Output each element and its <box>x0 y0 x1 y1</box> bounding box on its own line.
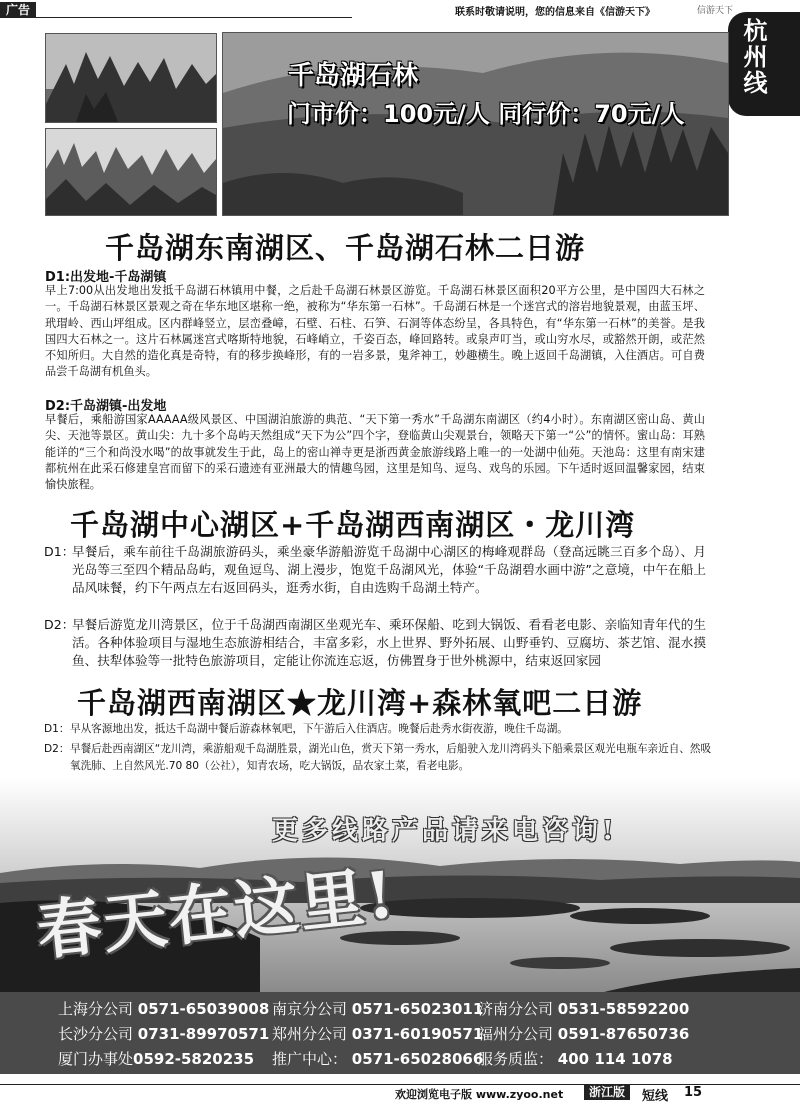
stone-forest-photo-small-bottom <box>45 128 217 216</box>
contact-phone: 0531-58592200 <box>557 1000 690 1018</box>
route2-day1-text: 早餐后，乘车前往千岛湖旅游码头，乘坐豪华游船游览千岛湖中心湖区的梅峰观群岛（登高远眺三百多个岛）、月光岛等三至四个精品岛屿，观鱼逗鸟、湖上漫步，饱览千岛湖风光，体验“千岛湖碧水画中游”之意境，中午在船上品风味餐，约下午两点左右返回码头，逛秀水街，自由选购千岛湖土特产。 <box>72 544 706 596</box>
route3-day1-text: 早从客源地出发，抵达千岛湖中餐后游森林氧吧，下午游后入住酒店。晚餐后赴秀水街夜游，晚住千岛湖。 <box>70 723 568 735</box>
route1-day2-heading: D2:千岛湖镇-出发地 <box>45 399 167 414</box>
consult-slogan: 更多线路产品请来电咨询! <box>272 816 618 846</box>
contact-label: 福州分公司 <box>478 1025 554 1043</box>
contact-phone: 0371-60190571 <box>351 1025 484 1043</box>
route2-title: 千岛湖中心湖区+千岛湖西南湖区・龙川湾 <box>70 508 636 542</box>
contact-phone: 0571-65039008 <box>137 1000 270 1018</box>
route3-day2-label: D2： <box>44 743 70 755</box>
contact-phone: 0592-5820235 <box>133 1050 255 1068</box>
contact-label: 济南分公司 <box>478 1000 554 1018</box>
contact-label: 南京分公司 <box>272 1000 348 1018</box>
contact-nanjing <box>272 998 483 1019</box>
spot-price: 门市价：100元/人 同行价：70元/人 <box>287 100 685 128</box>
header-rule <box>36 17 352 18</box>
route3-title: 千岛湖西南湖区★龙川湾+森林氧吧二日游 <box>77 686 643 720</box>
footer-tagline: 欢迎浏览电子版 www.zyoo.net <box>395 1088 564 1101</box>
contact-label: 郑州分公司 <box>272 1025 348 1043</box>
contact-jinan <box>478 998 689 1019</box>
route1-day2-text: 早餐后，乘船游国家AAAAA级风景区、中国湖泊旅游的典范、“天下第一秀水”千岛湖东南湖区（约4小时）。东南湖区密山岛、黄山尖、天池等景区。黄山尖：九十多个岛屿天然组成“天下为公”四个字，登临黄山尖观景台，领略天下第一“公”的情怀。蜜山岛：耳熟能详的“三个和尚没水喝”的故事就发生于此，岛上的密山禅寺更是浙西黄金旅游线路上唯一的一处湖中仙苑。天池岛：这里有南宋建都杭州在此采石修建皇宫而留下的采石遗迹有亚洲最大的情趣鸟园，这里是知鸟、逗鸟、戏鸟的乐园。下午适时返回温馨家园，结束愉快旅程。 <box>45 413 705 492</box>
contact-label: 推广中心： <box>272 1050 348 1068</box>
contact-shanghai <box>58 998 269 1019</box>
spot-title: 千岛湖石林 <box>288 61 419 91</box>
route2-day2 <box>44 616 706 671</box>
footer-rule <box>0 1084 800 1085</box>
route2-day1 <box>44 543 706 598</box>
route3-day1-label: D1： <box>44 723 70 735</box>
contact-label: 服务质监： <box>478 1050 554 1068</box>
route1-day1-heading: D1:出发地-千岛湖镇 <box>45 270 167 285</box>
contact-phone: 0591-87650736 <box>557 1025 690 1043</box>
route3-day2-text: 早餐后赴西南湖区“龙川湾，乘游船观千岛湖胜景，湖光山色，赏天下第一秀水，后船驶入龙川湾码头下船乘景区观光电瓶车亲近自、然吸氧洗肺、上自然风光.70 80（公社），知青农场，吃大锅饭，品农家土菜，看老电影。 <box>70 743 712 772</box>
route1-day1-text: 早上7:00从出发地出发抵千岛湖石林镇用中餐，之后赴千岛湖石林景区游览。千岛湖石林景区面积20平方公里，是中国四大石林之一。千岛湖石林景区景观之奇在华东地区堪称一绝，被称为“华东第一石林”。千岛湖石林是一个迷宫式的溶岩地貌景观，由蓝玉坪、玳瑁岭、西山坪组成。区内群峰竖立，层峦叠嶂，石壁、石柱、石笋、石洞等体态纷呈，各具特色，有“华东第一石林”的美誉。是我国四大石林之一。这片石林属迷宫式喀斯特地貌，石峰峭立，千姿百态，峰回路转。或泉声叮当，或山穷水尽，或豁然开朗，或茫然不知所归。大自然的造化真是奇特，有的移步换峰形，有的一岩多景，鬼斧神工，妙趣横生。晚上返回千岛湖镇，入住酒店。可自费品尝千岛湖有机鱼头。 <box>45 284 705 379</box>
region-label: 杭州线 <box>739 18 767 96</box>
contact-zhengzhou <box>272 1023 483 1044</box>
header-brand: 信游天下 <box>697 6 734 16</box>
contact-phone: 0731-89970571 <box>137 1025 270 1043</box>
route2-day2-text: 早餐后游览龙川湾景区，位于千岛湖西南湖区坐观光车、乘环保船、吃到大锅饭、看看老电影、亲临知青年代的生活。各种体验项目与湿地生态旅游相结合，丰富多彩，水上世界、野外拓展、山野垂钓、豆腐坊、茶艺馆、混水摸鱼、扶犁体验等一批特色旅游项目，定能让你流连忘返，仿佛置身于世外桃源中，结束返回家园 <box>72 617 706 669</box>
route2-day2-label: D2： <box>44 617 75 632</box>
footer-section: 短线 <box>642 1089 669 1104</box>
contact-quality <box>478 1048 673 1069</box>
stone-forest-photo-small-top <box>45 33 217 123</box>
ad-tag: 广告 <box>0 2 36 18</box>
contact-label: 厦门办事处 <box>58 1050 134 1068</box>
header-notice: 联系时敬请说明，您的信息来自《信游天下》 <box>455 7 655 18</box>
contact-xiamen <box>58 1048 254 1069</box>
contact-promo-center <box>272 1048 483 1069</box>
page-number: 15 <box>684 1085 703 1100</box>
route1-title: 千岛湖东南湖区、千岛湖石林二日游 <box>105 231 586 265</box>
route3-day1 <box>44 721 714 738</box>
contact-phone: 400 114 1078 <box>557 1050 673 1068</box>
route3-day2 <box>44 741 714 774</box>
contact-fuzhou <box>478 1023 689 1044</box>
contact-phone: 0571-65023011 <box>351 1000 484 1018</box>
contact-label: 长沙分公司 <box>58 1025 134 1043</box>
contact-panel <box>0 992 800 1074</box>
contact-label: 上海分公司 <box>58 1000 134 1018</box>
footer-edition: 浙江版 <box>584 1085 630 1100</box>
contact-changsha <box>58 1023 269 1044</box>
route2-day1-label: D1： <box>44 544 75 559</box>
spring-slogan: 春天在这里! <box>33 857 400 970</box>
contact-phone: 0571-65028066 <box>351 1050 484 1068</box>
